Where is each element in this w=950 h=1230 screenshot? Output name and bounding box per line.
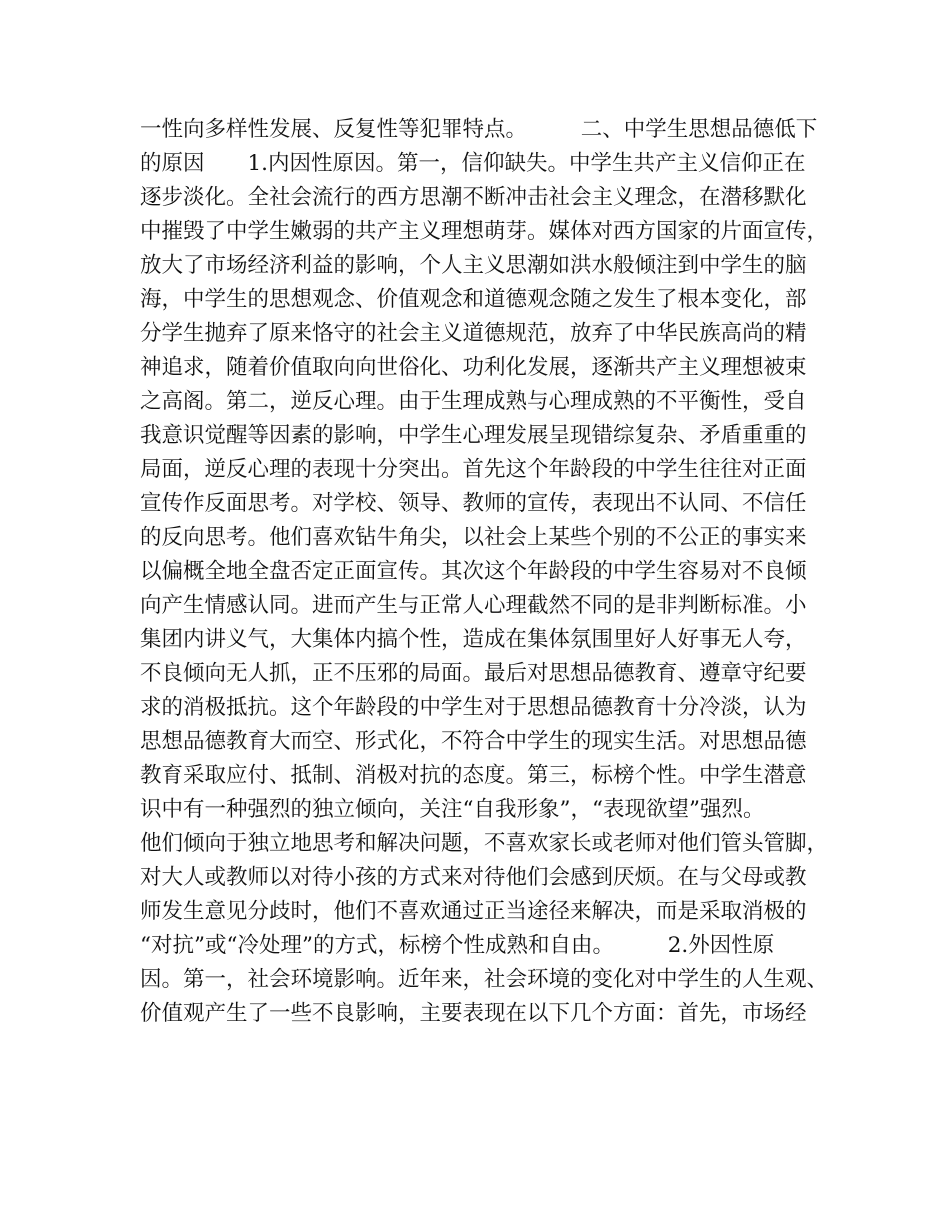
text-line: 求的消极抵抗。这个年龄段的中学生对于思想品德教育十分冷淡，认为 [140, 695, 807, 720]
text-line: 放大了市场经济利益的影响，个人主义思潮如洪水般倾注到中学生的脑 [140, 253, 807, 278]
text-line: 我意识觉醒等因素的影响，中学生心理发展呈现错综复杂、矛盾重重的 [140, 423, 807, 448]
text-line: 因。第一，社会环境影响。近年来，社会环境的变化对中学生的人生观、 [140, 967, 829, 992]
text-line: 师发生意见分歧时，他们不喜欢通过正当途径来解决，而是采取消极的 [140, 899, 807, 924]
text-line: 对大人或教师以对待小孩的方式来对待他们会感到厌烦。在与父母或教 [140, 865, 807, 890]
text-line: 他们倾向于独立地思考和解决问题，不喜欢家长或老师对他们管头管脚， [140, 831, 829, 856]
text-line: 神追求，随着价值取向向世俗化、功利化发展，逐渐共产主义理想被束 [140, 355, 807, 380]
text-line: 集团内讲义气，大集体内搞个性，造成在集体氛围里好人好事无人夸， [140, 627, 807, 652]
text-line: 的原因 1.内因性原因。第一，信仰缺失。中学生共产主义信仰正在 [140, 151, 806, 176]
text-line: 向产生情感认同。进而产生与正常人心理截然不同的是非判断标准。小 [140, 593, 807, 618]
text-line: 一性向多样性发展、反复性等犯罪特点。 二、中学生思想品德低下 [140, 117, 818, 142]
text-line: 教育采取应付、抵制、消极对抗的态度。第三，标榜个性。中学生潜意 [140, 763, 807, 788]
text-line: 分学生抛弃了原来恪守的社会主义道德规范，放弃了中华民族高尚的精 [140, 321, 807, 346]
text-line: 的反向思考。他们喜欢钻牛角尖，以社会上某些个别的不公正的事实来 [140, 525, 807, 550]
text-line: 局面，逆反心理的表现十分突出。首先这个年龄段的中学生往往对正面 [140, 457, 807, 482]
text-line: 之高阁。第二，逆反心理。由于生理成熟与心理成熟的不平衡性，受自 [140, 389, 807, 414]
text-line: 不良倾向无人抓，正不压邪的局面。最后对思想品德教育、遵章守纪要 [140, 661, 807, 686]
text-line: 宣传作反面思考。对学校、领导、教师的宣传，表现出不认同、不信任 [140, 491, 807, 516]
text-line: “对抗”或“冷处理”的方式，标榜个性成熟和自由。 2.外因性原 [140, 933, 775, 958]
text-line: 以偏概全地全盘否定正面宣传。其次这个年龄段的中学生容易对不良倾 [140, 559, 807, 584]
text-line: 海，中学生的思想观念、价值观念和道德观念随之发生了根本变化，部 [140, 287, 807, 312]
body-text [140, 113, 830, 1031]
text-line: 中摧毁了中学生嫩弱的共产主义理想萌芽。媒体对西方国家的片面宣传， [140, 219, 829, 244]
text-line: 思想品德教育大而空、形式化，不符合中学生的现实生活。对思想品德 [140, 729, 807, 754]
text-line: 逐步淡化。全社会流行的西方思潮不断冲击社会主义理念，在潜移默化 [140, 185, 807, 210]
text-line: 识中有一种强烈的独立倾向，关注“自我形象”，“表现欲望”强烈。 [140, 797, 765, 822]
text-line: 价值观产生了一些不良影响，主要表现在以下几个方面：首先，市场经 [140, 1001, 807, 1026]
